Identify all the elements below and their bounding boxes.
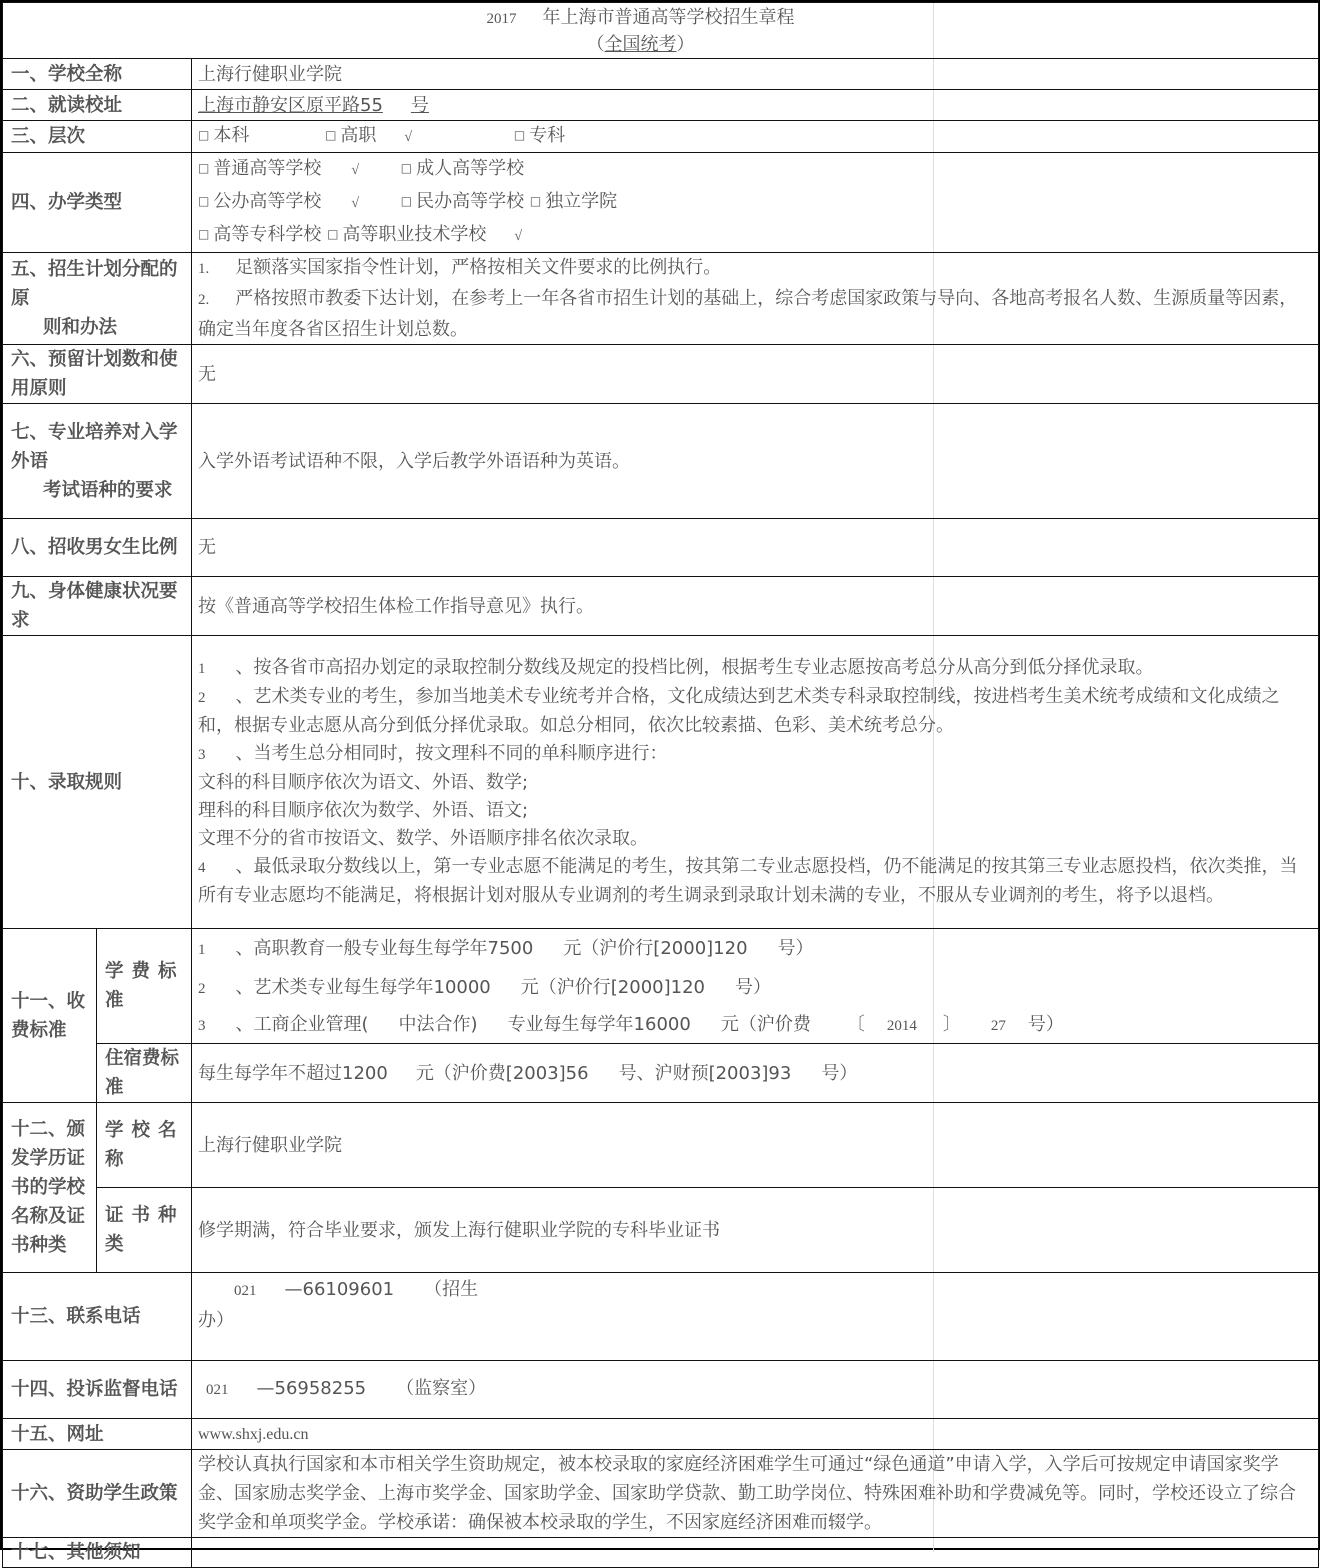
option-vocational-tech-college[interactable]: □ 高等职业技术学校 √	[327, 224, 522, 245]
row-gender-ratio	[3, 519, 1319, 577]
website-link[interactable]: www.shxj.edu.cn	[192, 1419, 1319, 1450]
row-label: 四、办学类型	[3, 153, 192, 253]
checkbox-icon: □	[400, 161, 413, 175]
title-row	[3, 3, 1319, 59]
row-complaint-phone	[3, 1361, 1319, 1419]
row-label: 八、招收男女生比例	[3, 519, 192, 577]
address-value	[192, 90, 1319, 121]
row-level	[3, 121, 1319, 153]
checkmark-icon: √	[404, 130, 413, 145]
row-label: 七、专业培养对入学外语 考试语种的要求	[3, 404, 192, 519]
row-label: 五、招生计划分配的原 则和办法	[3, 253, 192, 345]
row-school-type	[3, 153, 1319, 253]
checkbox-icon: □	[327, 227, 339, 241]
checkbox-icon: □	[400, 194, 413, 208]
cert-school-value: 上海行健职业学院	[192, 1103, 1319, 1188]
title-text: 年上海市普通高等学校招生章程	[542, 7, 795, 28]
row-school-name	[3, 59, 1319, 90]
plan-allocation-value: 1. 足额落实国家指令性计划，严格按相关文件要求的比例执行。 2. 严格按照市教委下达计划，在参考上一年各省市招生计划的基础上，综合考虑国家政策与导向、各地高考报名人数、生源质量等因素，确定当年度各省区招生计划总数。	[192, 253, 1319, 345]
row-foreign-language	[3, 404, 1319, 519]
row-label: 九、身体健康状况要求	[3, 577, 192, 636]
row-label: 十三、联系电话	[3, 1273, 192, 1361]
row-label: 一、学校全称	[3, 59, 192, 90]
row-cert-school-name	[3, 1103, 1319, 1188]
phone-number[interactable]: —66109601	[284, 1279, 395, 1300]
tuition-value: 1 、高职教育一般专业每生每学年7500 元（沪价行[2000]120 号） 2 、艺术类专业每生每学年10000 元（沪价行[2000]120 号） 3 、工商企业管理( 中法合作) 专业每生每学年16000 元（沪价费 〔 2014 〕 27 号）	[192, 929, 1319, 1044]
row-label-fees: 十一、收费标准	[3, 929, 97, 1103]
checkbox-icon: □	[529, 194, 542, 208]
checkmark-icon: √	[351, 163, 360, 178]
reserved-plan-value: 无	[192, 345, 1319, 404]
document-title	[3, 3, 1319, 59]
address-suffix: 号	[410, 94, 429, 116]
cert-type-label: 证书种类	[97, 1188, 192, 1273]
subtitle-open: （	[586, 34, 605, 55]
row-cert-type	[3, 1188, 1319, 1273]
phone-number[interactable]: —56958255	[256, 1378, 367, 1399]
address-main: 上海市静安区原平路55	[198, 94, 383, 116]
row-reserved-plan	[3, 345, 1319, 404]
subtitle-close: ）	[676, 34, 695, 55]
row-health	[3, 577, 1319, 636]
row-label: 十四、投诉监督电话	[3, 1361, 192, 1419]
checkbox-icon: □	[198, 227, 210, 241]
cert-type-value: 修学期满，符合毕业要求，颁发上海行健职业学院的专科毕业证书	[192, 1188, 1319, 1273]
checkbox-icon: □	[198, 161, 210, 175]
row-address	[3, 90, 1319, 121]
row-plan-allocation	[3, 253, 1319, 345]
row-other-notes	[3, 1538, 1319, 1568]
level-options	[192, 121, 1319, 153]
school-type-options	[192, 153, 1319, 253]
school-name-value: 上海行健职业学院	[192, 59, 1319, 90]
row-label: 十、录取规则	[3, 636, 192, 929]
row-admission-rules	[3, 636, 1319, 929]
option-adult-college[interactable]: □ 成人高等学校	[401, 158, 524, 179]
row-fees-tuition	[3, 929, 1319, 1044]
checkmark-icon: √	[514, 229, 523, 244]
row-student-aid	[3, 1450, 1319, 1538]
lodging-value: 每生每学年不超过1200 元（沪价费[2003]56 号、沪财预[2003]93 号）	[192, 1044, 1319, 1103]
option-bachelor[interactable]: □ 本科	[198, 125, 249, 146]
checkbox-icon: □	[325, 128, 337, 142]
gender-ratio-value: 无	[192, 519, 1319, 577]
row-website	[3, 1419, 1319, 1450]
checkbox-icon: □	[198, 128, 210, 142]
row-contact-phone	[3, 1273, 1319, 1361]
foreign-language-value: 入学外语考试语种不限，入学后教学外语语种为英语。	[192, 404, 1319, 519]
row-label: 三、层次	[3, 121, 192, 153]
checkbox-icon: □	[198, 194, 210, 208]
title-year: 2017	[486, 11, 517, 27]
option-junior-college[interactable]: □ 专科	[514, 125, 565, 146]
option-private-college[interactable]: □ 民办高等学校	[401, 191, 524, 212]
row-label-certificate: 十二、颁发学历证书的学校名称及证书种类	[3, 1103, 97, 1273]
option-public-college[interactable]: □ 公办高等学校 √	[198, 191, 359, 212]
lodging-label: 住宿费标准	[97, 1044, 192, 1103]
row-label: 十六、资助学生政策	[3, 1450, 192, 1538]
row-fees-lodging	[3, 1044, 1319, 1103]
other-notes-value	[192, 1538, 1319, 1568]
admission-rules-value: 1 、按各省市高招办划定的录取控制分数线及规定的投档比例，根据考生专业志愿按高考总分从高分到低分择优录取。 2 、艺术类专业的考生，参加当地美术专业统考并合格，文化成绩达到艺术类专科录取控制线，按进档考生美术统考成绩和文化成绩之和，根据专业志愿从高分到低分择优录取。如总分相同，依次比较素描、色彩、美术统考总分。 3 、当考生总分相同时，按文理科不同的单科顺序进行： 文科的科目顺序依次为语文、外语、数学; 理科的科目顺序依次为数学、外语、语文; 文理不分的省市按语文、数学、外语顺序排名依次录取。 4 、最低录取分数线以上，第一专业志愿不能满足的考生，按其第二专业志愿投档，仍不能满足的按其第三专业志愿投档，依次类推，当所有专业志愿均不能满足，将根据计划对服从专业调剂的考生调录到录取计划未满的专业，不服从专业调剂的考生，将予以退档。	[192, 636, 1319, 929]
cert-school-label: 学校名称	[97, 1103, 192, 1188]
student-aid-value: 学校认真执行国家和本市相关学生资助规定，被本校录取的家庭经济困难学生可通过“绿色通道”申请入学，入学后可按规定申请国家奖学金、国家励志奖学金、上海市奖学金、国家助学金、国家助学贷款、勤工助学岗位、特殊困难补助和学费减免等。同时，学校还设立了综合奖学金和单项奖学金。学校承诺：确保被本校录取的学生，不因家庭经济困难而辍学。	[192, 1450, 1319, 1538]
health-value: 按《普通高等学校招生体检工作指导意见》执行。	[192, 577, 1319, 636]
document-subtitle: 全国统考	[604, 34, 677, 55]
row-label: 六、预留计划数和使用原则	[3, 345, 192, 404]
complaint-phone-value: 021 —56958255 （监察室）	[192, 1361, 1319, 1419]
option-higher-vocational[interactable]: □ 高职 √	[325, 125, 412, 146]
charter-table	[2, 2, 1319, 1568]
checkbox-icon: □	[513, 128, 526, 142]
option-regular-college[interactable]: □ 普通高等学校 √	[198, 158, 359, 179]
checkmark-icon: √	[351, 196, 360, 211]
tuition-label: 学费标准	[97, 929, 192, 1044]
row-label: 二、就读校址	[3, 90, 192, 121]
option-independent-college[interactable]: □ 独立学院	[530, 191, 617, 212]
row-label: 十七、其他须知	[3, 1538, 192, 1568]
row-label: 十五、网址	[3, 1419, 192, 1450]
contact-phone-value: 021 —66109601 （招生 办）	[192, 1273, 1319, 1361]
option-specialized-college[interactable]: □ 高等专科学校	[198, 224, 321, 245]
